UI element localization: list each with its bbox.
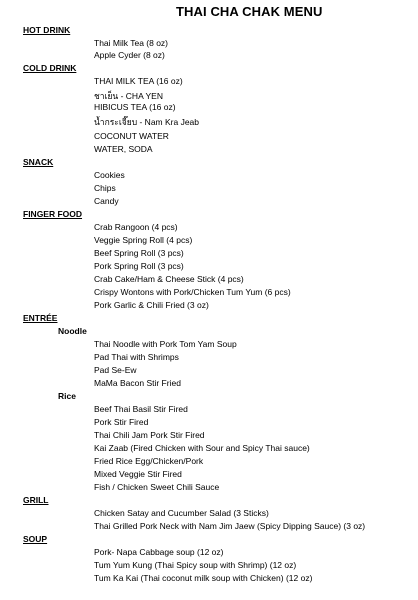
menu-item: Thai Grilled Pork Neck with Nam Jim Jaew (Spicy Dipping Sauce) (3 oz) [94,521,366,531]
menu-item: Chips [94,183,116,193]
menu-item: Apple Cyder (8 oz) [94,50,165,60]
menu-item: Fish / Chicken Sweet Chili Sauce [94,482,220,492]
menu-item: Tum Ka Kai (Thai coconut milk soup with Chicken) (12 oz) [94,573,313,583]
section-heading-snack: SNACK [23,157,54,167]
menu-item: ชาเย็น - CHA YEN [94,91,163,101]
section-heading-finger-food: FINGER FOOD [23,209,83,219]
subsection-heading-noodle: Noodle [58,326,87,336]
menu-item: Pork Garlic & Chili Fried (3 oz) [94,300,209,310]
menu-item: Candy [94,196,119,206]
menu-title: THAI CHA CHAK MENU [176,4,323,19]
menu-item: Pad Thai with Shrimps [94,352,179,362]
menu-item: Beef Thai Basil Stir Fired [94,404,188,414]
section-heading-hot-drink: HOT DRINK [23,25,71,35]
menu-item: น้ำกระเจี๊ยบ - Nam Kra Jeab [94,117,200,127]
menu-item: Crispy Wontons with Pork/Chicken Tum Yum (6 pcs) [94,287,291,297]
menu-item: HIBICUS TEA (16 oz) [94,102,176,112]
menu-item: Chicken Satay and Cucumber Salad (3 Sticks) [94,508,269,518]
menu-item: Pork Spring Roll (3 pcs) [94,261,184,271]
menu-item: Tum Yum Kung (Thai Spicy soup with Shrimp) (12 oz) [94,560,297,570]
menu-item: Mixed Veggie Stir Fired [94,469,182,479]
menu-item: COCONUT WATER [94,131,169,141]
menu-item: Veggie Spring Roll (4 pcs) [94,235,193,245]
menu-item: Thai Chili Jam Pork Stir Fired [94,430,205,440]
menu-item: THAI MILK TEA (16 oz) [94,76,183,86]
menu-item: Crab Cake/Ham & Cheese Stick (4 pcs) [94,274,244,284]
menu-item: Thai Milk Tea (8 oz) [94,38,169,48]
menu-item: WATER, SODA [94,144,153,154]
section-heading-cold-drink: COLD DRINK [23,63,77,73]
menu-item: Fried Rice Egg/Chicken/Pork [94,456,204,466]
section-heading-soup: SOUP [23,534,48,544]
menu-item: MaMa Bacon Stir Fried [94,378,181,388]
menu-item: Kai Zaab (Fired Chicken with Sour and Spicy Thai sauce) [94,443,310,453]
menu-item: Cookies [94,170,125,180]
menu-item: Beef Spring Roll (3 pcs) [94,248,184,258]
section-heading-grill: GRILL [23,495,49,505]
menu-item: Crab Rangoon (4 pcs) [94,222,178,232]
subsection-heading-rice: Rice [58,391,76,401]
menu-item: Pork- Napa Cabbage soup (12 oz) [94,547,224,557]
menu-item: Thai Noodle with Pork Tom Yam Soup [94,339,237,349]
section-heading-entree: ENTRÉE [23,313,58,323]
menu-item: Pork Stir Fired [94,417,149,427]
menu-item: Pad Se-Ew [94,365,137,375]
